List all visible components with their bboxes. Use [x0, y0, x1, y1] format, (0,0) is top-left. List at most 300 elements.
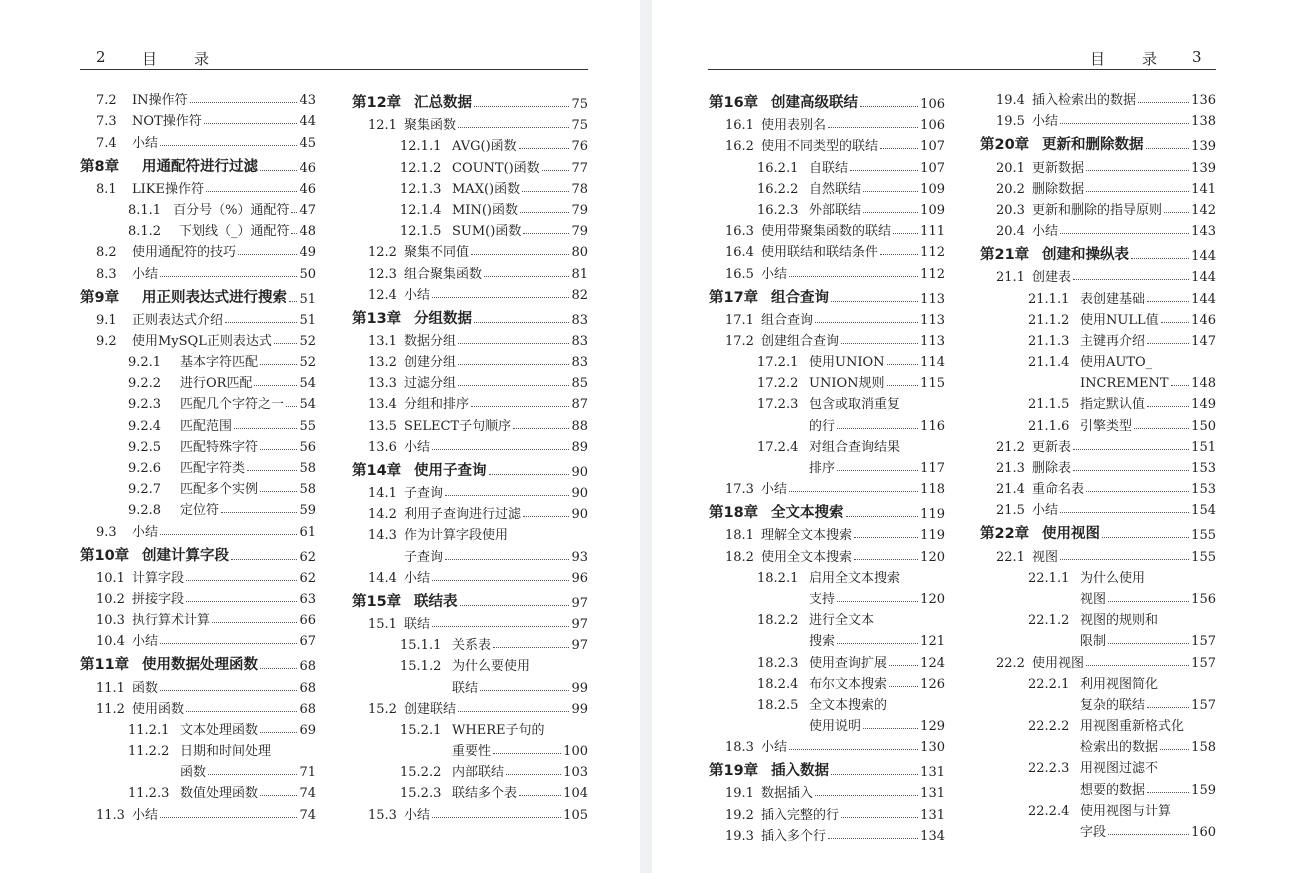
dot-leader	[850, 170, 918, 171]
header-title-char: 录	[194, 50, 210, 68]
toc-entry	[709, 349, 945, 370]
toc-entry	[980, 476, 1216, 497]
toc-number: 11.1	[96, 680, 125, 696]
toc-number: 15.1.2	[400, 659, 442, 675]
dot-leader	[542, 170, 570, 171]
toc-title: UNION规则	[809, 376, 885, 392]
toc-entry	[80, 218, 316, 239]
toc-entry	[709, 713, 945, 734]
toc-number: 13.5	[368, 418, 397, 434]
dot-leader	[846, 516, 919, 517]
toc-number: 15.2.2	[400, 765, 442, 781]
dot-leader	[863, 191, 918, 192]
dot-leader	[860, 106, 918, 107]
toc-number: 15.2	[368, 701, 397, 717]
toc-entry	[980, 412, 1216, 433]
toc-page-number: 93	[571, 549, 588, 565]
toc-title: SELECT子句顺序	[404, 418, 512, 434]
toc-title: 小结	[1032, 114, 1059, 130]
toc-entry	[352, 133, 588, 154]
toc-title: 使用视图与计算	[1080, 803, 1172, 819]
toc-entry	[352, 780, 588, 801]
toc-title: 搜索	[809, 634, 836, 650]
right-page	[652, 0, 1292, 873]
toc-number: 17.2	[725, 333, 754, 349]
toc-title: 使用通配符的技巧	[132, 245, 237, 261]
toc-entry	[80, 260, 316, 281]
toc-entry	[80, 391, 316, 412]
dot-leader	[1164, 212, 1189, 213]
dot-leader	[519, 795, 561, 796]
toc-page-number: 119	[920, 528, 945, 544]
toc-number: 18.2.3	[757, 655, 799, 671]
toc-title: 小结	[132, 135, 159, 151]
dot-leader	[1086, 491, 1189, 492]
toc-chapter-entry	[352, 586, 588, 611]
toc-number: 7.3	[96, 114, 117, 130]
toc-number: 12.1.5	[400, 224, 442, 240]
toc-title: 创建联结	[404, 701, 457, 717]
dot-leader	[160, 534, 297, 535]
toc-title: 联结表	[414, 593, 458, 610]
toc-title: 插入完整的行	[761, 807, 840, 823]
toc-page-number: 113	[920, 291, 945, 307]
toc-number: 19.4	[996, 93, 1025, 109]
dot-leader	[474, 322, 569, 323]
dot-leader	[484, 276, 569, 277]
toc-entry	[709, 133, 945, 154]
toc-entry	[352, 112, 588, 133]
toc-number: 18.2.2	[757, 613, 799, 629]
toc-page-number: 49	[299, 245, 316, 261]
toc-number: 19.2	[725, 807, 754, 823]
toc-page-number: 69	[299, 722, 316, 738]
toc-number: 11.2.2	[128, 744, 170, 760]
toc-title: 视图的规则和	[1080, 613, 1159, 629]
toc-entry	[980, 349, 1216, 370]
toc-column	[709, 87, 945, 844]
toc-entry	[980, 434, 1216, 455]
toc-number: 21.1.4	[1028, 355, 1070, 371]
dot-leader	[815, 795, 918, 796]
toc-entry	[80, 328, 316, 349]
toc-entry	[80, 370, 316, 391]
dot-leader	[841, 343, 918, 344]
dot-leader	[291, 233, 297, 234]
dot-leader	[1147, 343, 1189, 344]
toc-page-number: 149	[1191, 397, 1216, 413]
toc-chapter-entry	[709, 497, 945, 522]
toc-title: 创建分组	[404, 355, 457, 371]
toc-entry	[80, 349, 316, 370]
dot-leader	[893, 233, 918, 234]
toc-number: 21.2	[996, 439, 1025, 455]
toc-number: 17.3	[725, 482, 754, 498]
toc-entry	[980, 776, 1216, 797]
dot-leader	[432, 449, 569, 450]
toc-page-number: 80	[571, 245, 588, 261]
toc-number: 18.2	[725, 549, 754, 565]
toc-page-number: 52	[299, 333, 316, 349]
toc-entry	[709, 370, 945, 391]
dot-leader	[1060, 233, 1189, 234]
dot-leader	[1171, 385, 1190, 386]
toc-title: 小结	[761, 740, 788, 756]
toc-number: 18.2.1	[757, 570, 799, 586]
toc-page-number: 139	[1191, 160, 1216, 176]
toc-page-number: 134	[920, 828, 945, 844]
toc-page-number: 144	[1191, 291, 1216, 307]
toc-page-number: 103	[563, 765, 588, 781]
toc-chapter-entry	[352, 87, 588, 112]
dot-leader	[204, 123, 298, 124]
toc-entry	[980, 628, 1216, 649]
toc-page-number: 130	[920, 740, 945, 756]
toc-entry	[709, 780, 945, 801]
toc-title: 匹配字符类	[180, 461, 246, 476]
toc-title: 使用视图	[1042, 526, 1100, 543]
dot-leader	[513, 428, 569, 429]
dot-leader	[1147, 301, 1189, 302]
toc-entry	[709, 476, 945, 497]
toc-page-number: 119	[920, 507, 945, 523]
dot-leader	[837, 428, 918, 429]
dot-leader	[880, 254, 918, 255]
toc-number: 12.1.3	[400, 181, 442, 197]
toc-chapter-entry	[980, 518, 1216, 543]
toc-title: 表创建基础	[1080, 291, 1146, 307]
toc-number: 21.3	[996, 461, 1025, 476]
toc-page-number: 56	[299, 439, 316, 455]
toc-title: 数值处理函数	[180, 786, 259, 802]
toc-page-number: 146	[1191, 312, 1216, 328]
toc-entry	[709, 565, 945, 586]
toc-number: 12.3	[368, 266, 397, 282]
dot-leader	[1086, 665, 1189, 666]
toc-title: 外部联结	[809, 202, 862, 218]
toc-page-number: 66	[299, 613, 316, 629]
toc-page-number: 112	[920, 245, 945, 261]
toc-number: 12.2	[368, 245, 397, 261]
toc-title: 主键再介绍	[1080, 333, 1146, 349]
toc-entry	[980, 713, 1216, 734]
toc-page-number: 47	[299, 202, 316, 218]
toc-title: 对组合查询结果	[809, 439, 901, 455]
toc-number: 18.2.5	[757, 697, 799, 713]
toc-page-number: 153	[1191, 461, 1216, 476]
toc-entry	[980, 197, 1216, 218]
dot-leader	[160, 643, 297, 644]
toc-number: 11.2.3	[128, 786, 170, 802]
toc-title: 使用全文本搜索	[761, 549, 853, 565]
dot-leader	[828, 838, 918, 839]
toc-number: 9.1	[96, 312, 117, 328]
toc-page-number: 83	[571, 355, 588, 371]
toc-entry	[80, 176, 316, 197]
toc-number: 第16章	[709, 95, 759, 111]
toc-page-number: 46	[299, 181, 316, 197]
toc-number: 第19章	[709, 763, 759, 780]
toc-page-number: 54	[299, 376, 316, 392]
toc-number: 第20章	[980, 137, 1030, 154]
dot-leader	[1073, 449, 1189, 450]
toc-page-number: 113	[920, 312, 945, 328]
toc-number: 20.3	[996, 202, 1025, 218]
toc-page-number: 106	[920, 118, 945, 134]
toc-page-number: 142	[1191, 202, 1216, 218]
toc-entry	[80, 108, 316, 129]
header-title-char: 录	[1142, 50, 1158, 68]
toc-number: 10.2	[96, 591, 125, 607]
dot-leader	[863, 728, 918, 729]
toc-page-number: 61	[299, 524, 316, 540]
toc-title: 日期和时间处理	[180, 744, 272, 760]
dot-leader	[458, 711, 569, 712]
toc-page-number: 90	[571, 464, 588, 480]
toc-page-number: 79	[571, 224, 588, 240]
toc-page-number: 147	[1191, 333, 1216, 349]
toc-title: 小结	[761, 482, 788, 498]
dot-leader	[254, 385, 297, 386]
toc-page-number: 97	[571, 595, 588, 611]
toc-entry	[352, 260, 588, 281]
toc-title: 使用不同类型的联结	[761, 139, 879, 155]
toc-title: 小结	[132, 524, 159, 540]
toc-entry	[980, 391, 1216, 412]
toc-entry	[709, 455, 945, 476]
toc-title: 拼接字段	[132, 591, 185, 607]
toc-title: 使用函数	[132, 701, 185, 717]
toc-title: 分组和排序	[404, 397, 470, 413]
toc-title: 匹配范围	[180, 418, 233, 434]
dot-leader	[789, 276, 918, 277]
dot-leader	[471, 254, 569, 255]
dot-leader	[247, 470, 297, 471]
toc-title: 使用AUTO_	[1080, 355, 1153, 371]
toc-entry	[709, 112, 945, 133]
toc-number: 9.2.1	[128, 355, 162, 371]
toc-entry	[980, 819, 1216, 840]
toc-page-number: 117	[920, 461, 945, 476]
toc-entry	[352, 176, 588, 197]
toc-page-number: 124	[920, 655, 945, 671]
toc-entry	[352, 653, 588, 674]
dot-leader	[160, 690, 297, 691]
toc-number: 9.2.6	[128, 461, 162, 476]
dot-leader	[1060, 512, 1189, 513]
toc-title: 理解全文本搜索	[761, 528, 853, 544]
toc-title: 使用说明	[809, 719, 862, 735]
dot-leader	[880, 148, 918, 149]
toc-title: 利用视图简化	[1080, 676, 1159, 692]
toc-title: 插入多个行	[761, 828, 827, 844]
toc-number: 第8章	[80, 158, 120, 175]
dot-leader	[1102, 537, 1189, 538]
toc-page-number: 144	[1191, 270, 1216, 286]
dot-leader	[445, 495, 569, 496]
toc-chapter-entry	[80, 151, 316, 176]
dot-leader	[1108, 834, 1189, 835]
toc-title: 小结	[761, 266, 788, 282]
toc-title: 函数	[132, 680, 159, 696]
page-number: 3	[1192, 48, 1202, 66]
toc-number: 15.1	[368, 616, 397, 632]
header-title-char: 目	[142, 50, 158, 68]
toc-page-number: 43	[299, 93, 316, 109]
toc-title: 视图	[1032, 549, 1059, 565]
toc-page-number: 109	[920, 181, 945, 197]
dot-leader	[506, 774, 561, 775]
toc-title: 计算字段	[132, 570, 185, 586]
toc-entry	[80, 628, 316, 649]
toc-number: 22.1	[996, 549, 1025, 565]
dot-leader	[160, 145, 297, 146]
toc-number: 第21章	[980, 247, 1030, 264]
toc-entry	[80, 565, 316, 586]
toc-page-number: 118	[920, 482, 945, 498]
toc-column	[980, 87, 1216, 840]
toc-title: 删除表	[1032, 461, 1072, 476]
toc-title: 小结	[404, 807, 431, 823]
toc-number: 12.4	[368, 287, 397, 303]
toc-number: 8.3	[96, 266, 117, 282]
toc-title: 子查询	[404, 549, 444, 565]
toc-entry	[80, 780, 316, 801]
toc-number: 18.2.4	[757, 676, 799, 692]
toc-number: 9.2	[96, 333, 117, 349]
toc-title: 小结	[404, 287, 431, 303]
toc-title: 想要的数据	[1080, 782, 1146, 798]
toc-number: 22.2.3	[1028, 761, 1070, 777]
toc-column	[80, 87, 316, 823]
toc-title: 为什么要使用	[452, 659, 531, 675]
toc-number: 第13章	[352, 310, 402, 327]
dot-leader	[789, 491, 918, 492]
toc-entry	[980, 154, 1216, 175]
toc-number: 13.6	[368, 439, 397, 455]
toc-page-number: 79	[571, 202, 588, 218]
toc-title: 用通配符进行过滤	[142, 158, 258, 175]
dot-leader	[831, 774, 918, 775]
toc-entry	[709, 586, 945, 607]
toc-number: 19.1	[725, 786, 754, 802]
toc-page-number: 155	[1191, 549, 1216, 565]
toc-title: 定位符	[180, 503, 220, 519]
dot-leader	[208, 774, 297, 775]
toc-entry	[980, 370, 1216, 391]
toc-entry	[709, 823, 945, 844]
dot-leader	[260, 732, 297, 733]
toc-number: 16.2.3	[757, 202, 799, 218]
toc-entry	[709, 522, 945, 543]
toc-entry	[980, 586, 1216, 607]
toc-entry	[352, 154, 588, 175]
dot-leader	[1108, 601, 1189, 602]
dot-leader	[837, 643, 918, 644]
dot-leader	[489, 474, 570, 475]
toc-entry	[352, 328, 588, 349]
toc-title: 使用带聚集函数的联结	[761, 224, 892, 240]
toc-title: 使用联结和联结条件	[761, 245, 879, 261]
toc-entry	[80, 759, 316, 780]
toc-entry	[352, 696, 588, 717]
toc-entry	[709, 434, 945, 455]
toc-title: 使用查询扩展	[809, 655, 888, 671]
toc-title: 指定默认值	[1080, 397, 1146, 413]
toc-number: 8.2	[96, 245, 117, 261]
toc-title: 聚集函数	[404, 118, 457, 134]
toc-title: 更新表	[1032, 439, 1072, 455]
dot-leader	[160, 817, 297, 818]
toc-entry	[80, 87, 316, 108]
toc-page-number: 139	[1191, 139, 1216, 155]
toc-number: 18.1	[725, 528, 754, 544]
toc-number: 17.2.1	[757, 355, 799, 371]
dot-leader	[260, 795, 297, 796]
toc-title: 用视图重新格式化	[1080, 719, 1185, 735]
toc-number: 9.2.5	[128, 439, 162, 455]
dot-leader	[260, 491, 297, 492]
toc-chapter-entry	[709, 87, 945, 112]
toc-number: 21.1.1	[1028, 291, 1070, 307]
toc-page-number: 90	[571, 507, 588, 523]
toc-entry	[80, 738, 316, 759]
toc-number: 12.1.2	[400, 160, 442, 176]
toc-entry	[980, 87, 1216, 108]
dot-leader	[887, 364, 919, 365]
toc-number: 17.2.2	[757, 376, 799, 392]
toc-entry	[80, 197, 316, 218]
toc-entry	[352, 565, 588, 586]
toc-title: 使用MySQL正则表达式	[132, 333, 272, 349]
dot-leader	[432, 817, 561, 818]
dot-leader	[854, 559, 918, 560]
toc-number: 16.2	[725, 139, 754, 155]
toc-number: 第22章	[980, 526, 1030, 543]
dot-leader	[186, 711, 297, 712]
dot-leader	[1086, 191, 1189, 192]
toc-title: INCREMENT	[1080, 376, 1169, 392]
toc-number: 19.3	[725, 828, 754, 844]
toc-entry	[980, 692, 1216, 713]
dot-leader	[1073, 279, 1189, 280]
toc-title: LIKE操作符	[132, 181, 204, 197]
toc-page-number: 154	[1191, 503, 1216, 519]
toc-title: 组合查询	[771, 289, 829, 306]
toc-entry	[709, 328, 945, 349]
dot-leader	[828, 127, 918, 128]
toc-title: SUM()函数	[452, 224, 522, 240]
toc-entry	[352, 239, 588, 260]
dot-leader	[274, 343, 298, 344]
toc-title: 删除数据	[1032, 181, 1085, 197]
toc-title: 插入检索出的数据	[1032, 93, 1137, 109]
toc-page-number: 156	[1191, 591, 1216, 607]
toc-entry	[980, 108, 1216, 129]
header-rule	[80, 69, 588, 70]
toc-title: 包含或取消重复	[809, 397, 901, 413]
toc-page-number: 74	[299, 786, 316, 802]
toc-entry	[709, 412, 945, 433]
toc-number: 9.3	[96, 524, 117, 540]
toc-title: NOT操作符	[132, 114, 202, 130]
toc-title: 复杂的联结	[1080, 697, 1146, 713]
toc-title: WHERE子句的	[452, 722, 545, 738]
dot-leader	[837, 470, 918, 471]
toc-number: 第18章	[709, 505, 759, 522]
dot-leader	[186, 601, 297, 602]
toc-page-number: 45	[299, 135, 316, 151]
